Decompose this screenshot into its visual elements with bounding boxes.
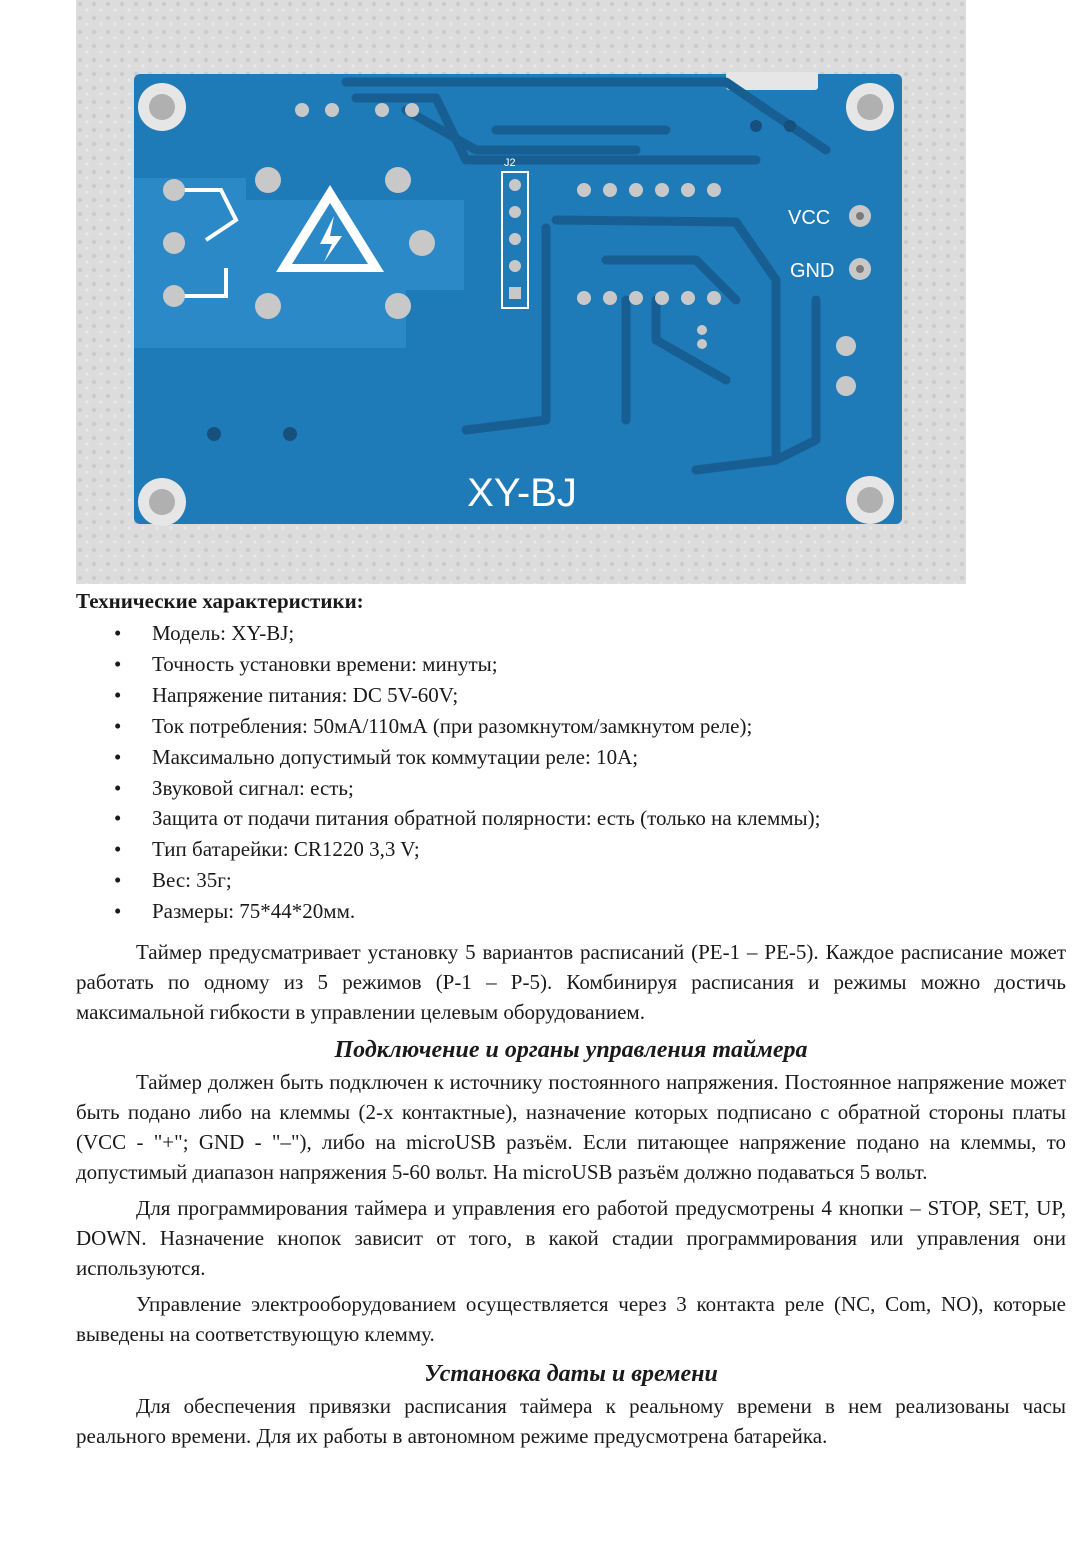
connection-paragraph: Управление электрооборудованием осуществляется через 3 контакта реле (NC, Com, NO), которые выведены на соответствующую клемму. bbox=[76, 1292, 1066, 1347]
j2-label: J2 bbox=[504, 157, 516, 169]
connection-paragraph: Таймер должен быть подключен к источнику постоянного напряжения. Постоянное напряжение может быть подано либо на клеммы (2-х контактные), назначение которых подписано с обратной стороны платы (VCC - "+"; GND - "–"), либо на microUSB разъём. Если питающее напряжение подано на клеммы, то допустимый диапазон напряжения 5-60 вольт. На microUSB разъём должно подаваться 5 вольт. bbox=[76, 1070, 1066, 1185]
vcc-label: VCC bbox=[788, 207, 831, 229]
specs-heading: Технические характеристики: bbox=[76, 589, 364, 613]
spec-item: • Модель: XY-BJ; bbox=[76, 618, 1066, 649]
spec-item: • Напряжение питания: DC 5V-60V; bbox=[76, 680, 1066, 711]
connection-paragraph: Для программирования таймера и управления его работой предусмотрены 4 кнопки – STOP, SET, UP, DOWN. Назначение кнопок зависит от того, в какой стадии программирования или управления они используются. bbox=[76, 1196, 1066, 1281]
spec-item: • Защита от подачи питания обратной полярности: есть (только на клеммы); bbox=[76, 803, 1066, 834]
spec-item: • Ток потребления: 50мА/110мА (при разомкнутом/замкнутом реле); bbox=[76, 711, 1066, 742]
datetime-paragraph: Для обеспечения привязки расписания таймера к реальному времени в нем реализованы часы реального времени. Для их работы в автономном режиме предусмотрена батарейка. bbox=[76, 1394, 1066, 1449]
spec-item: • Вес: 35г; bbox=[76, 865, 1066, 896]
document-body bbox=[76, 586, 1066, 1451]
pcb-illustration bbox=[76, 0, 966, 584]
spec-item: • Размеры: 75*44*20мм. bbox=[76, 896, 1066, 927]
section-title-connection: Подключение и органы управления таймера bbox=[334, 1037, 808, 1064]
spec-item: • Тип батарейки: CR1220 3,3 V; bbox=[76, 834, 1066, 865]
specs-list bbox=[76, 618, 1066, 927]
spec-item: • Звуковой сигнал: есть; bbox=[76, 773, 1066, 804]
gnd-label: GND bbox=[790, 260, 835, 282]
section-title-datetime: Установка даты и времени bbox=[424, 1361, 718, 1388]
spec-item: • Точность установки времени: минуты; bbox=[76, 649, 1066, 680]
spec-item: • Максимально допустимый ток коммутации реле: 10А; bbox=[76, 742, 1066, 773]
intro-paragraph: Таймер предусматривает установку 5 вариантов расписаний (PE-1 – PE-5). Каждое расписание может работать по одному из 5 режимов (P-1 – P-5). Комбинируя расписания и режимы можно достичь максимальной гибкости в управлении целевым оборудованием. bbox=[76, 940, 1066, 1025]
board-photo bbox=[76, 0, 966, 584]
board-model-label: XY-BJ bbox=[467, 471, 577, 515]
